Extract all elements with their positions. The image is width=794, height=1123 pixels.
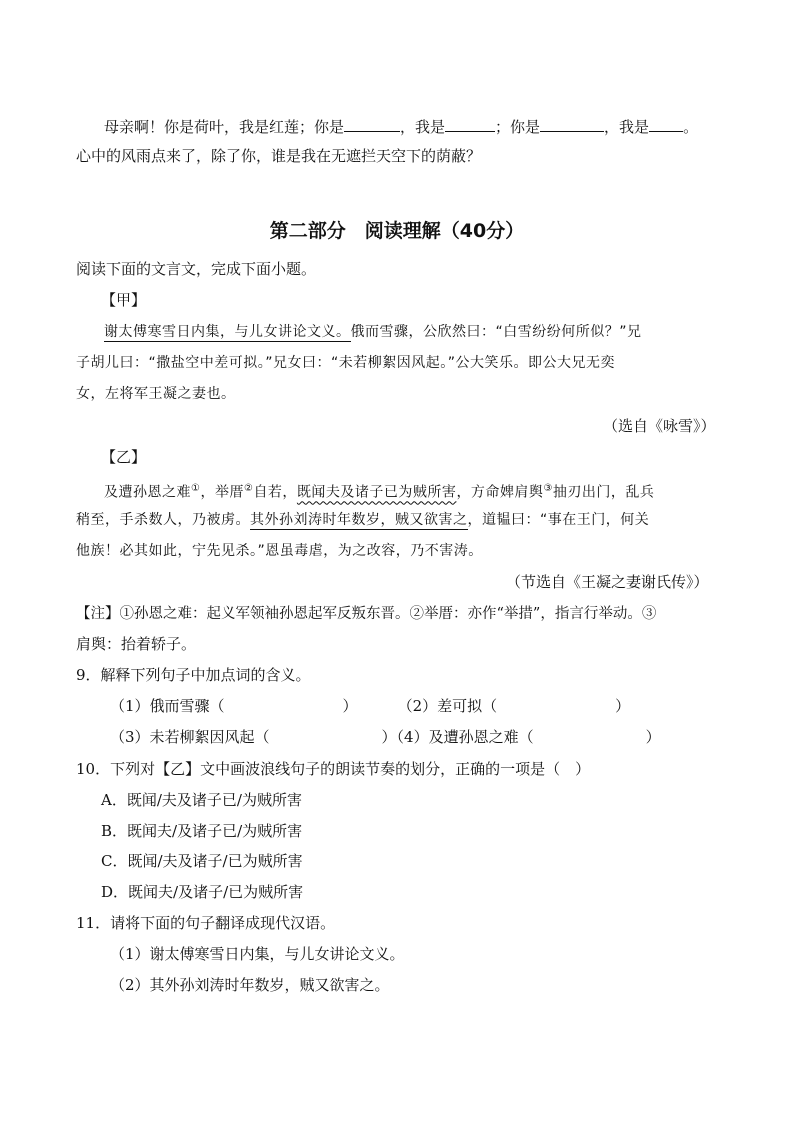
- passage-text: 稍至，手杀数人，乃被虏。: [76, 512, 250, 528]
- poem-line-1: [104, 115, 698, 137]
- q9-item: （2）差可拟（: [397, 697, 498, 715]
- q9-item: （1）俄而雪骤（: [110, 697, 225, 715]
- question-10-option-d[interactable]: D．既闻夫/及诸子/已为贼所害: [101, 883, 304, 901]
- poem-line-2: 心中的风雨点来了，除了你，谁是我在无遮拦天空下的荫蔽？: [76, 147, 482, 165]
- question-10-stem: 10．下列对【乙】文中画波浪线句子的朗读节奏的划分，正确的一项是（ ）: [76, 760, 591, 778]
- answer-blank[interactable]: [344, 115, 400, 132]
- passage-a-line-3: 女，左将军王凝之妻也。: [76, 386, 236, 402]
- notes-line-1: 【注】①孙恩之难：起义军领袖孙恩起军反叛东晋。②举厝：亦作“举措”，指言行举动。③: [76, 606, 657, 622]
- footnote-mark: ①: [191, 483, 201, 494]
- passage-text: 抽刃出门，乱兵: [552, 484, 655, 501]
- passage-b-line-1: [104, 479, 654, 503]
- wavy-underlined-sentence: 既闻夫及诸子已为贼所害: [296, 484, 457, 501]
- poem-text: 。: [683, 118, 699, 136]
- q9-item: （3）未若柳絮因风起（: [110, 728, 270, 746]
- poem-text: ，我是: [400, 118, 446, 136]
- passage-a-line-1: [104, 322, 642, 342]
- q9-paren: ）: [342, 697, 358, 715]
- passage-text: 俄而雪骤，公欣然曰：“白雪纷纷何所似？”兄: [350, 324, 642, 340]
- passage-b-label: 【乙】: [101, 448, 147, 466]
- footnote-mark: ③: [543, 483, 553, 494]
- question-9-row-2: [110, 727, 661, 747]
- question-11-item-2: （2）其外孙刘涛时年数岁，贼又欲害之。: [110, 976, 390, 994]
- poem-text: ，我是: [604, 118, 650, 136]
- answer-blank[interactable]: [649, 115, 683, 132]
- passage-b-line-3: 他族！必其如此，宁先见杀。”恩虽毒虐，为之改容，乃不害涛。: [76, 543, 483, 559]
- poem-text: 母亲啊！你是荷叶，我是红莲；你是: [104, 118, 345, 136]
- notes-line-2: 肩舆：抬着轿子。: [76, 635, 197, 653]
- passage-text: 及遭孙恩之难: [104, 484, 191, 501]
- question-10-option-b[interactable]: B．既闻夫/及诸子已/为贼所害: [101, 822, 303, 840]
- underlined-sentence: 谢太傅寒雪日内集，与儿女讲论文义。: [104, 324, 351, 340]
- passage-a-line-2: 子胡儿曰：“撒盐空中差可拟。”兄女曰：“未若柳絮因风起。”公大笑乐。即公大兄无奕: [76, 355, 616, 371]
- passage-b-source: （节选自《王凝之妻谢氏传》）: [506, 573, 709, 591]
- passage-text: ，道韫曰：“事在王门，何关: [467, 512, 650, 528]
- question-11-item-1: （1）谢太傅寒雪日内集，与儿女讲论文义。: [110, 945, 405, 963]
- question-11-stem: 11．请将下面的句子翻译成现代汉语。: [76, 914, 336, 932]
- answer-blank[interactable]: [445, 115, 495, 132]
- passage-a-label: 【甲】: [101, 291, 147, 309]
- question-9-stem: 9．解释下列句子中加点词的含义。: [76, 666, 311, 684]
- question-10-option-a[interactable]: A．既闻/夫及诸子已/为贼所害: [101, 791, 302, 809]
- question-9-row-1: [110, 696, 630, 716]
- passage-b-line-2: [76, 510, 649, 530]
- section-title: 第二部分 阅读理解（40分）: [269, 220, 525, 242]
- passage-text: ，方命婢肩舆: [456, 484, 544, 501]
- underlined-sentence: 其外孙刘涛时年数岁，贼又欲害之: [250, 512, 468, 528]
- passage-a-source: （选自《咏雪》）: [603, 417, 716, 435]
- q9-paren: ）: [615, 697, 631, 715]
- q9-item: ）（4）及遭孙恩之难（: [381, 728, 534, 746]
- footnote-mark: ②: [243, 483, 254, 494]
- passage-text: 自若，: [253, 484, 297, 501]
- instruction: 阅读下面的文言文，完成下面小题。: [76, 260, 317, 278]
- q9-paren: ）: [645, 728, 661, 746]
- poem-text: ；你是: [495, 118, 541, 136]
- passage-text: ，举厝: [200, 484, 244, 501]
- answer-blank[interactable]: [540, 115, 604, 132]
- question-10-option-c[interactable]: C．既闻/夫及诸子/已为贼所害: [101, 852, 303, 870]
